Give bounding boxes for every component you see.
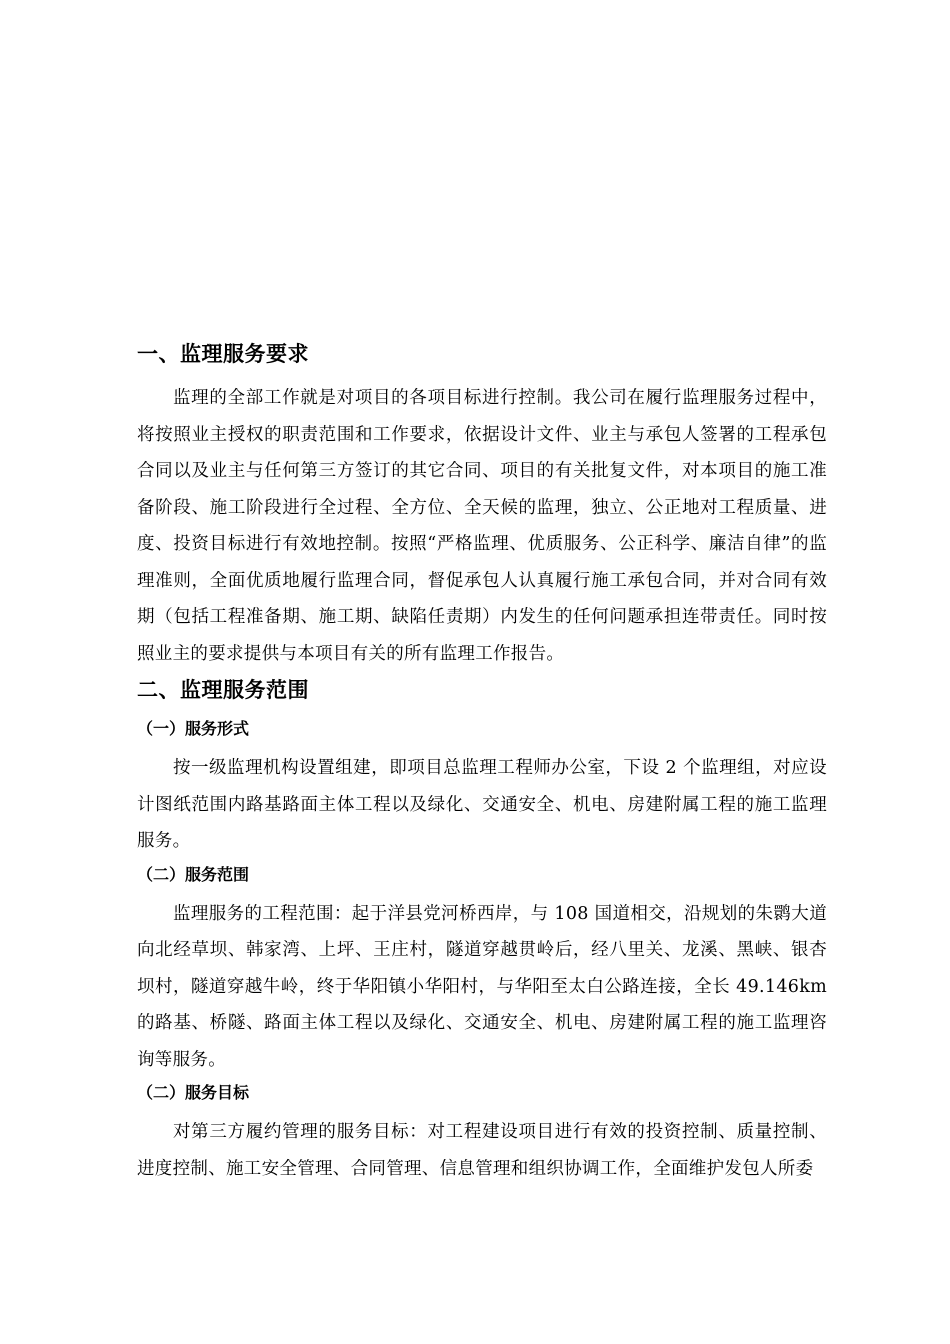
service-form-paragraph: 按一级监理机构设置组建，即项目总监理工程师办公室，下设 2 个监理组，对应设计图纸范围内路基路面主体工程以及绿化、交通安全、机电、房建附属工程的施工监理服务。 (137, 758, 827, 851)
document-body (137, 336, 827, 1187)
service-goals-paragraph: 对第三方履约管理的服务目标：对工程建设项目进行有效的投资控制、质量控制、进度控制、施工安全管理、合同管理、信息管理和组织协调工作，全面维护发包人所委 (137, 1122, 827, 1179)
section-heading-scope: 二、监理服务范围 (137, 677, 309, 702)
subsection-heading-service-scope: （二）服务范围 (137, 864, 250, 884)
requirements-paragraph: 监理的全部工作就是对项目的各项目标进行控制。我公司在履行监理服务过程中，将按照业主授权的职责范围和工作要求，依据设计文件、业主与承包人签署的工程承包合同以及业主与任何第三方签订的其它合同、项目的有关批复文件，对本项目的施工准备阶段、施工阶段进行全过程、全方位、全天候的监理，独立、公正地对工程质量、进度、投资目标进行有效地控制。按照“严格监理、优质服务、公正科学、廉洁自律”的监理准则，全面优质地履行监理合同，督促承包人认真履行施工承包合同，并对合同有效期（包括工程准备期、施工期、缺陷任责期）内发生的任何问题承担连带责任。同时按照业主的要求提供与本项目有关的所有监理工作报告。 (137, 388, 827, 664)
service-scope-paragraph: 监理服务的工程范围：起于洋县党河桥西岸，与 108 国道相交，沿规划的朱鹮大道向北经草坝、韩家湾、上坪、王庄村，隧道穿越贯岭后，经八里关、龙溪、黑峡、银杏坝村，隧道穿越牛岭，终于华阳镇小华阳村，与华阳至太白公路连接，全长 49.146km 的路基、桥隧、路面主体工程以及绿化、交通安全、机电、房建附属工程的施工监理咨询等服务。 (137, 903, 827, 1070)
subsection-heading-service-form: （一）服务形式 (137, 719, 250, 738)
subsection-heading-service-goals: （二）服务目标 (137, 1083, 250, 1102)
section-heading-requirements: 一、监理服务要求 (137, 341, 309, 366)
